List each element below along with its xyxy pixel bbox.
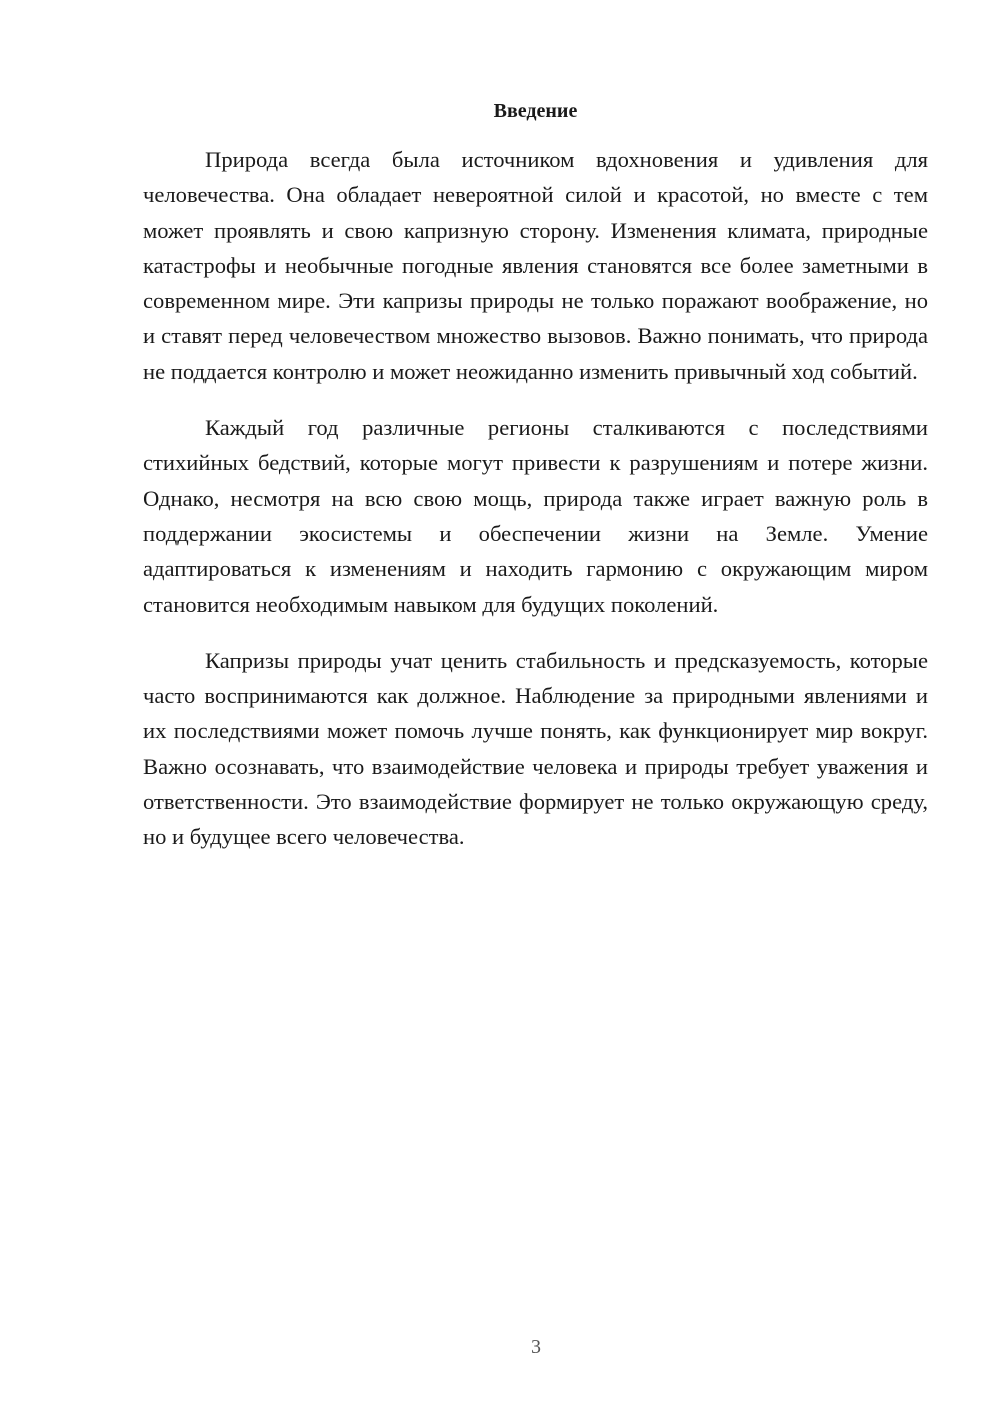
section-heading: Введение xyxy=(493,100,578,122)
body-text xyxy=(143,142,928,876)
page-number: 3 xyxy=(531,1336,541,1358)
paragraph-2: Каждый год различные регионы сталкиваются с последствиями стихийных бедствий, которые могут привести к разрушениям и потере жизни. Однако, несмотря на всю свою мощь, природа также играет важную роль в поддержании экосистемы и обеспечении жизни на Земле. Умение адаптироваться к изменениям и находить гармонию с окружающим миром становится необходимым навыком для будущих поколений. xyxy=(143,415,928,617)
paragraph-3: Капризы природы учат ценить стабильность и предсказуемость, которые часто воспринимаются как должное. Наблюдение за природными явлениями и их последствиями может помочь лучше понять, как функционирует мир вокруг. Важно осознавать, что взаимодействие человека и природы требует уважения и ответственности. Это взаимодействие формирует не только окружающую среду, но и будущее всего человечества. xyxy=(143,647,928,850)
paragraph-1: Природа всегда была источником вдохновения и удивления для человечества. Она обладает невероятной силой и красотой, но вместе с тем может проявлять и свою капризную сторону. Изменения климата, природные катастрофы и необычные погодные явления становятся все более заметными в современном мире. Эти капризы природы не только поражают воображение, но и ставят перед человечеством множество вызовов. Важно понимать, что природа не поддается контролю и может неожиданно изменить привычный ход событий. xyxy=(143,147,928,384)
